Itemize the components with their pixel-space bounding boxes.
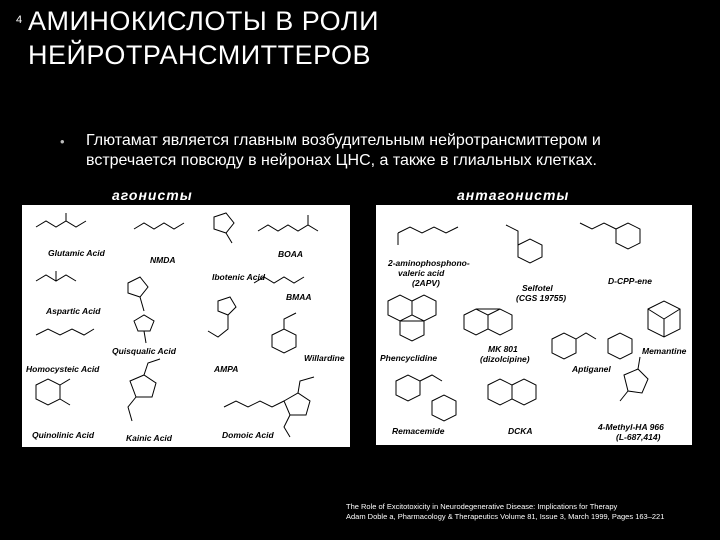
agonist-label: Kainic Acid [126, 433, 172, 443]
antagonist-label: 4-Methyl-HA 966 [598, 422, 664, 432]
citation-line-1: The Role of Excitotoxicity in Neurodegenerative Disease: Implications for Therapy [346, 502, 618, 511]
antagonist-label: Memantine [642, 346, 687, 356]
agonists-structures-drawing [22, 205, 350, 447]
antagonist-label: (dizolcipine) [480, 354, 530, 364]
agonists-structures-panel [22, 205, 350, 447]
agonist-label: BOAA [278, 249, 304, 259]
agonist-label: Homocysteic Acid [26, 364, 100, 374]
antagonist-label: MK 801 [488, 344, 518, 354]
slide-number: 4 [16, 14, 23, 26]
agonist-label: Ibotenic Acid [212, 272, 266, 282]
title-line-2: НЕЙРОТРАНСМИТТЕРОВ [28, 40, 372, 70]
agonist-label: NMDA [150, 255, 176, 265]
antagonists-structures-panel [376, 205, 692, 445]
title-line-1: АМИНОКИСЛОТЫ В РОЛИ [28, 6, 380, 36]
agonist-label: Aspartic Acid [46, 306, 101, 316]
antagonist-label: (L-687,414) [616, 432, 661, 442]
agonist-label: Quinolinic Acid [32, 430, 95, 440]
antagonist-label: D-CPP-ene [608, 276, 652, 286]
antagonist-label: Selfotel [522, 283, 553, 293]
antagonists-header: антагонисты [457, 187, 570, 203]
agonist-label: Willardine [304, 353, 345, 363]
antagonist-label: valeric acid [398, 268, 445, 278]
citation [346, 502, 716, 522]
agonists-header: агонисты [112, 187, 193, 203]
antagonist-label: DCKA [508, 426, 533, 436]
antagonist-label: (2APV) [412, 278, 440, 288]
slide-title [28, 4, 588, 72]
agonist-label: BMAA [286, 292, 312, 302]
bullet-marker: • [60, 134, 65, 149]
antagonist-label: Aptiganel [572, 364, 611, 374]
bullet-text: Глютамат является главным возбудительным нейротрансмиттером и встречается повсюду в нейронах ЦНС, а также в глиальных клетках. [86, 132, 601, 169]
antagonist-label: 2-aminophosphono- [388, 258, 470, 268]
antagonist-label: Phencyclidine [380, 353, 438, 363]
citation-line-2: Adam Doble a, Pharmacology & Therapeutics Volume 81, Issue 3, March 1999, Pages 163–221 [346, 512, 665, 521]
agonist-label: Domoic Acid [222, 430, 274, 440]
antagonist-label: Remacemide [392, 426, 445, 436]
agonist-label: Glutamic Acid [48, 248, 105, 258]
agonist-label: Quisqualic Acid [112, 346, 176, 356]
agonist-label: AMPA [214, 364, 239, 374]
antagonist-label: (CGS 19755) [516, 293, 567, 303]
antagonists-structures-drawing [376, 205, 692, 445]
